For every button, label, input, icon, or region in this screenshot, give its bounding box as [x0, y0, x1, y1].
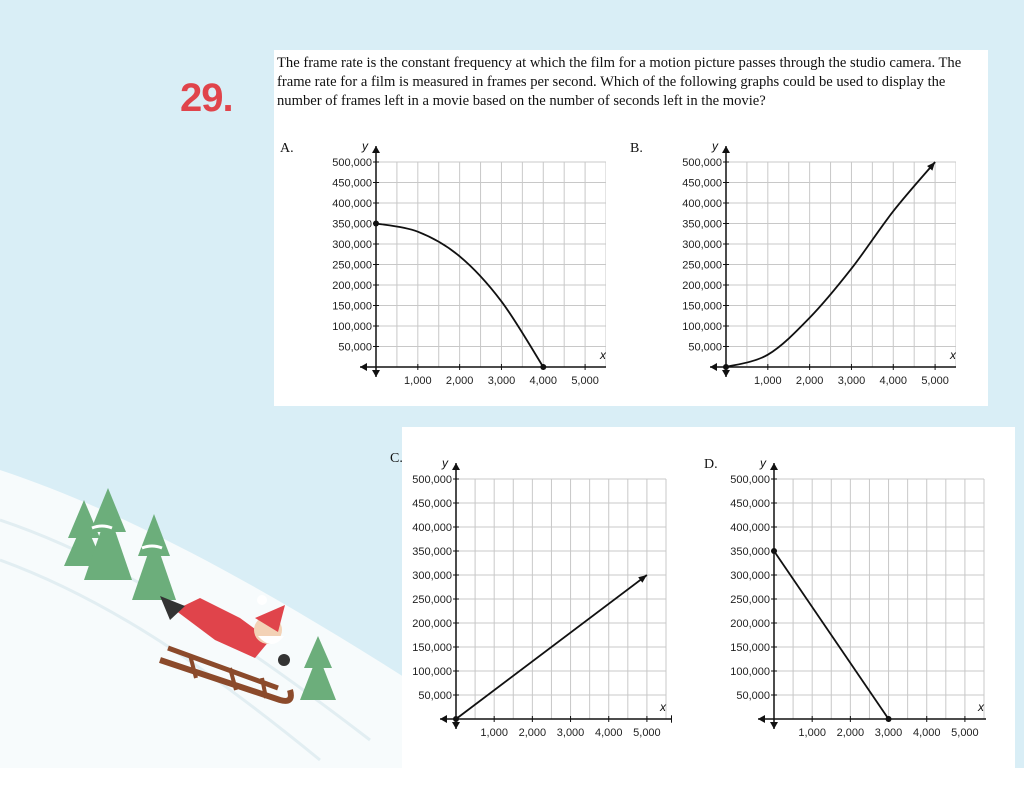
x-axis-left-arrow-icon [710, 363, 717, 371]
y-tick-label: 450,000 [682, 177, 722, 190]
y-tick-label: 450,000 [332, 177, 372, 190]
question-text: The frame rate is the constant frequency at which the film for a motion picture passes through the studio camera. The frame rate for a film is measured in frames per second. Which of the following graphs could be used to display the number of frames left in a movie based on the number of seconds left in the movie? [277, 55, 962, 109]
y-tick-label: 350,000 [412, 546, 452, 558]
y-tick-label: 50,000 [418, 690, 452, 702]
graph-b[interactable] [626, 132, 956, 394]
y-tick-label: 350,000 [730, 546, 770, 558]
y-axis-down-arrow-icon [372, 370, 380, 377]
y-axis-up-arrow-icon [452, 463, 460, 470]
x-tick-label: 4,000 [879, 375, 908, 387]
x-tick-label: 5,000 [951, 727, 979, 739]
question-number: 29. [180, 76, 233, 120]
x-axis-left-arrow-icon [360, 363, 367, 371]
y-tick-label: 400,000 [412, 522, 452, 534]
graph-label: D. [704, 457, 718, 472]
data-point-end [540, 364, 546, 370]
y-tick-label: 300,000 [412, 570, 452, 582]
y-tick-label: 250,000 [332, 259, 372, 272]
data-point-start [771, 548, 777, 554]
x-tick-label: 1,000 [404, 375, 432, 387]
data-point-start [373, 221, 379, 227]
x-tick-label: 4,000 [912, 727, 941, 739]
graph-label: A. [280, 141, 294, 156]
x-tick-label: 5,000 [921, 375, 949, 387]
y-tick-label: 350,000 [332, 218, 372, 231]
y-tick-label: 150,000 [412, 642, 452, 654]
y-tick-label: 50,000 [338, 341, 372, 354]
y-tick-label: 100,000 [730, 666, 770, 678]
x-tick-label: 1,000 [480, 727, 508, 739]
y-axis-up-arrow-icon [770, 463, 778, 470]
x-tick-label: 1,000 [754, 375, 782, 387]
x-tick-label: 4,000 [594, 727, 623, 739]
x-tick-label: 3,000 [837, 375, 866, 387]
data-point-start [453, 716, 459, 722]
x-axis-label: x [660, 700, 666, 714]
x-axis-label: x [600, 348, 606, 362]
y-tick-label: 500,000 [682, 157, 722, 169]
y-tick-label: 100,000 [682, 321, 722, 333]
x-axis-label: x [950, 348, 956, 362]
x-tick-label: 1,000 [798, 727, 826, 739]
y-tick-label: 50,000 [736, 690, 770, 702]
y-tick-label: 100,000 [332, 321, 372, 333]
y-axis-down-arrow-icon [770, 722, 778, 729]
y-axis-label: y [442, 456, 448, 470]
graph-label: C. [390, 451, 403, 466]
x-tick-label: 4,000 [529, 375, 558, 387]
x-tick-label: 2,000 [795, 375, 824, 387]
y-tick-label: 50,000 [688, 341, 722, 354]
y-axis-down-arrow-icon [722, 370, 730, 377]
y-tick-label: 150,000 [682, 300, 722, 313]
x-tick-label: 5,000 [571, 375, 599, 387]
y-tick-label: 200,000 [332, 280, 372, 292]
y-tick-label: 150,000 [332, 300, 372, 313]
y-axis-label: y [362, 139, 368, 153]
y-tick-label: 300,000 [332, 239, 372, 251]
y-tick-label: 100,000 [412, 666, 452, 678]
y-tick-label: 300,000 [730, 570, 770, 582]
x-tick-label: 3,000 [556, 727, 585, 739]
x-tick-label: 3,000 [487, 375, 516, 387]
y-tick-label: 450,000 [730, 498, 770, 510]
y-tick-label: 350,000 [682, 218, 722, 231]
y-axis-up-arrow-icon [372, 146, 380, 153]
y-tick-label: 200,000 [730, 618, 770, 630]
y-tick-label: 250,000 [730, 594, 770, 606]
x-tick-label: 2,000 [836, 727, 865, 739]
graph-a[interactable] [276, 132, 606, 394]
y-tick-label: 450,000 [412, 498, 452, 510]
y-tick-label: 200,000 [682, 280, 722, 292]
data-point-end [886, 716, 892, 722]
y-tick-label: 200,000 [412, 618, 452, 630]
data-point-start [723, 364, 729, 370]
x-tick-label: 2,000 [518, 727, 547, 739]
y-axis-label: y [760, 456, 766, 470]
x-axis-right-arrow-icon [671, 715, 672, 723]
y-tick-label: 500,000 [412, 474, 452, 486]
y-tick-label: 400,000 [682, 198, 722, 210]
y-axis-up-arrow-icon [722, 146, 730, 153]
graph-label: B. [630, 141, 643, 156]
graph-d[interactable] [696, 442, 986, 752]
y-tick-label: 250,000 [412, 594, 452, 606]
x-tick-label: 3,000 [874, 727, 903, 739]
y-axis-label: y [712, 139, 718, 153]
x-tick-label: 2,000 [445, 375, 474, 387]
x-axis-left-arrow-icon [758, 715, 765, 723]
x-axis-left-arrow-icon [440, 715, 447, 723]
x-tick-label: 5,000 [633, 727, 661, 739]
y-tick-label: 400,000 [730, 522, 770, 534]
graph-c[interactable] [382, 442, 672, 752]
y-tick-label: 400,000 [332, 198, 372, 210]
y-tick-label: 250,000 [682, 259, 722, 272]
y-tick-label: 150,000 [730, 642, 770, 654]
y-tick-label: 500,000 [730, 474, 770, 486]
y-tick-label: 500,000 [332, 157, 372, 169]
y-axis-down-arrow-icon [452, 722, 460, 729]
x-axis-label: x [978, 700, 984, 714]
y-tick-label: 300,000 [682, 239, 722, 251]
